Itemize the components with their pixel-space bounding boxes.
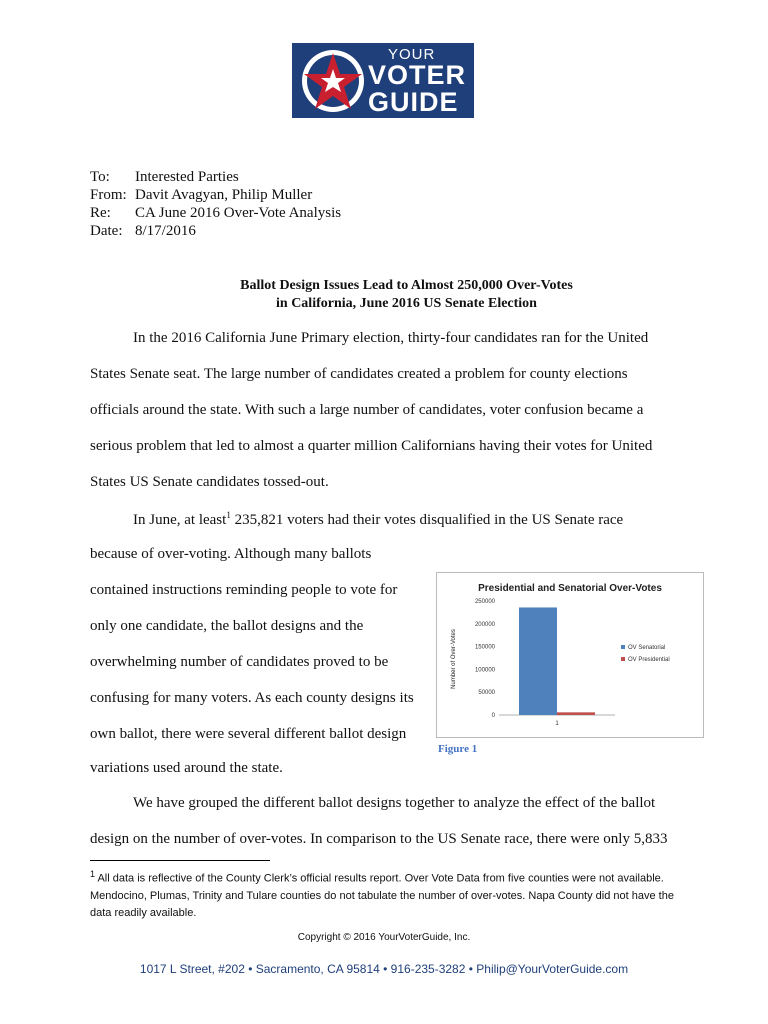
bar-ov-senatorial xyxy=(519,607,557,715)
contact-address: 1017 L Street, #202 • Sacramento, CA 95814 • 916-235-3282 • Philip@YourVoterGuide.com xyxy=(139,962,629,976)
y-tick-label-1: 50000 xyxy=(478,690,495,697)
memo-from-label: From: xyxy=(90,187,127,203)
title-line-2: in California, June 2016 US Senate Election xyxy=(276,296,537,311)
y-tick-label-4: 200000 xyxy=(474,621,495,628)
y-tick-label-3: 150000 xyxy=(474,644,495,651)
memo-date-row xyxy=(90,222,341,240)
paragraph-2-line-8: variations used around the state. xyxy=(90,760,283,776)
paragraph-1-line-5: States US Senate candidates tossed-out. xyxy=(90,474,329,490)
figure-caption: Figure 1 xyxy=(438,743,478,755)
chart-legend xyxy=(621,645,670,663)
memo-re-label: Re: xyxy=(90,205,111,221)
paragraph-3-line-2: design on the number of over-votes. In comparison to the US Senate race, there were only 5,833 xyxy=(90,831,668,847)
paragraph-3-line-1: We have grouped the different ballot designs together to analyze the effect of the ballot xyxy=(133,795,656,811)
memo-date-value: 8/17/2016 xyxy=(135,223,196,239)
footnote-marker: 1 xyxy=(90,869,96,879)
chart-bars xyxy=(519,607,595,715)
x-tick-label-0: 1 xyxy=(555,721,559,727)
memo-from-value: Davit Avagyan, Philip Muller xyxy=(135,187,313,203)
paragraph-2-line-6: confusing for many voters. As each county designs its xyxy=(90,690,414,706)
legend-label-1: OV Presidential xyxy=(628,657,670,663)
paragraph-2-lead: In June, at least xyxy=(133,512,227,528)
y-tick-label-2: 100000 xyxy=(474,667,495,674)
paragraph-2-line-7: own ballot, there were several different ballot design xyxy=(90,726,407,742)
chart-svg xyxy=(437,573,703,737)
footnote-text: All data is reflective of the County Clerk’s official results report. Over Vote Data from five counties were not available. Mendocino, Plumas, Trinity and Tulare counties do not tabulate the number of over-votes. Napa County did not have the data readily available. xyxy=(90,872,674,919)
paragraph-1-line-4: serious problem that led to almost a quarter million Californians having their votes for United xyxy=(90,438,653,454)
logo-your-text: YOUR xyxy=(388,46,436,63)
over-votes-chart xyxy=(436,572,704,738)
paragraph-2-line-3: contained instructions reminding people to vote for xyxy=(90,582,398,598)
y-tick-label-5: 250000 xyxy=(474,599,495,605)
memo-to-row xyxy=(90,168,341,186)
memo-date-label: Date: xyxy=(90,223,123,239)
memo-header xyxy=(90,168,341,240)
footnote-divider xyxy=(90,860,270,861)
bar-ov-presidential xyxy=(557,712,595,715)
paragraph-1-line-2: States Senate seat. The large number of candidates created a problem for county elections xyxy=(90,366,628,382)
logo-guide-text: GUIDE xyxy=(368,87,459,117)
chart-title: Presidential and Senatorial Over-Votes xyxy=(478,583,662,594)
paragraph-1-line-1: In the 2016 California June Primary election, thirty-four candidates ran for the United xyxy=(133,330,649,346)
paragraph-2-line-5: overwhelming number of candidates proved to be xyxy=(90,654,389,670)
paragraph-2-line-2: because of over-voting. Although many ballots xyxy=(90,546,372,562)
paragraph-2-lead-rest: 235,821 voters had their votes disqualified in the US Senate race xyxy=(230,512,624,528)
your-voter-guide-logo xyxy=(292,43,474,118)
y-tick-label-0: 0 xyxy=(491,713,495,719)
chart-y-axis-label: Number of Over-Votes xyxy=(451,629,457,689)
star-emblem-icon xyxy=(298,47,368,115)
title-line-1: Ballot Design Issues Lead to Almost 250,000 Over-Votes xyxy=(240,278,573,293)
copyright-notice: Copyright © 2016 YourVoterGuide, Inc. xyxy=(297,932,471,943)
paragraph-1-line-3: officials around the state. With such a large number of candidates, voter confusion became a xyxy=(90,402,644,418)
memo-re-value: CA June 2016 Over-Vote Analysis xyxy=(135,205,342,221)
paragraph-2-line-4: only one candidate, the ballot designs and the xyxy=(90,618,364,634)
paragraph-2-line-1 xyxy=(133,510,623,529)
legend-swatch-0 xyxy=(621,645,625,649)
footnote-reference: 1 xyxy=(226,510,231,520)
footnote xyxy=(90,866,690,922)
legend-label-0: OV Senatorial xyxy=(628,645,666,651)
memo-to-value: Interested Parties xyxy=(135,169,239,185)
memo-re-row xyxy=(90,204,341,222)
document-title xyxy=(90,277,723,313)
legend-swatch-1 xyxy=(621,657,625,661)
memo-from-row xyxy=(90,186,341,204)
memo-to-label: To: xyxy=(90,169,110,185)
logo-voter-text: VOTER xyxy=(368,60,467,90)
